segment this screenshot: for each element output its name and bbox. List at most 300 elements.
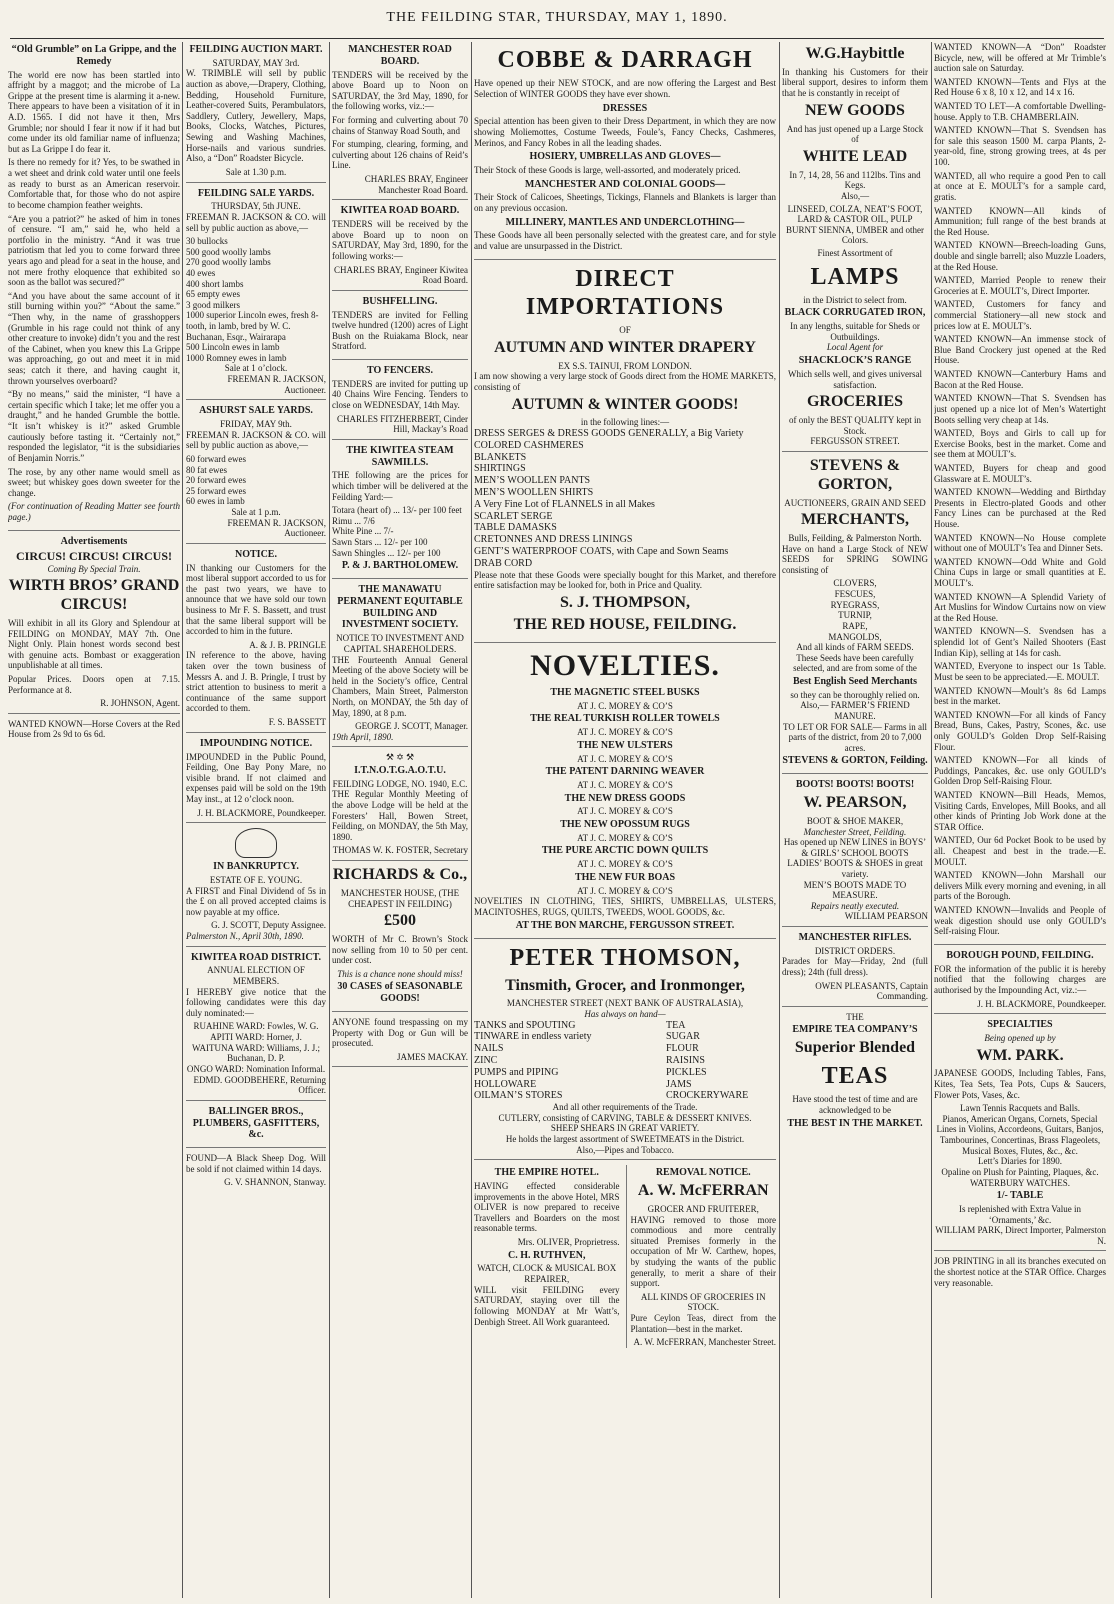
circus-agent: R. JOHNSON, Agent.: [100, 698, 180, 709]
park-line: Lawn Tennis Racquets and Balls.: [960, 1103, 1080, 1114]
spec-title: SPECIALTIES: [987, 1019, 1053, 1031]
pearson-body: Has opened up NEW LINES in BOYS’ & GIRLS’ SCHOOL BOOTS: [783, 837, 927, 858]
peter-trade: Tinsmith, Grocer, and Ironmonger,: [505, 976, 745, 994]
cobbe-intro: Have opened up their NEW STOCK, and are now offering the Largest and Best Selection of WINTER GOODS they have ever shown.: [474, 78, 776, 99]
richards-price: £500: [384, 912, 416, 930]
list-item: BLANKETS: [474, 451, 527, 463]
novelty-item: THE NEW ULSTERS AT J. C. MOREY & CO’S: [577, 739, 673, 764]
seeds-list: [782, 578, 928, 642]
kiwitea-title: KIWITEA ROAD DISTRICT.: [190, 951, 322, 963]
sg-body: Have on hand a Large Stock of NEW SEEDS for SPRING SOWING consisting of: [782, 543, 928, 575]
pearson-signature: WILLIAM PEARSON: [844, 911, 928, 922]
manawatu-society: [332, 584, 468, 747]
ballinger-ad: [186, 1106, 326, 1148]
removal-title: REMOVAL NOTICE.: [655, 1167, 751, 1179]
sg-note: These Seeds have been carefully selected, and are from some of the: [793, 652, 917, 674]
column-divider: [779, 42, 780, 1598]
agent-line: Local Agent for: [826, 342, 884, 353]
column-6: [934, 42, 1106, 1598]
wanted-ad: WANTED KNOWN—A Splendid Variety of Art Muslins for Window Curtains now on view at the Red House.: [934, 591, 1106, 623]
list-item: TABLE DAMASKS: [474, 522, 557, 534]
manawatu-title: THE MANAWATU PERMANENT EQUITABLE BUILDING AND INVESTMENT SOCIETY.: [337, 584, 463, 631]
mcferran-name: A. W. McFERRAN: [637, 1182, 769, 1200]
list-item: 500 good woolly lambs: [186, 246, 271, 257]
list-item: DRAB CORD: [474, 557, 533, 569]
list-item: 3 good milkers: [186, 299, 240, 310]
manawatu-body: THE Fourteenth Annual General Meeting of the above Society will be held in the Society’s office, Central Chambers, Main Street, Palmerston North, on MONDAY, the 5th day of May, 1890, at 8 p.m.: [332, 654, 468, 718]
haybittle-name: W.G.Haybittle: [805, 45, 905, 62]
kiwi-title: KIWITEA ROAD BOARD.: [340, 205, 460, 217]
bank-body: A FIRST and Final Dividend of 5s in the £ on all proved accepted claims is now payable at my office.: [186, 885, 326, 917]
ashurst-signature: FREEMAN R. JACKSON, Auctioneer.: [227, 517, 326, 539]
haybittle-body: In thanking his Customers for their liberal support, desires to inform them that he is constantly in receipt of: [782, 66, 928, 99]
haybittle-oils: LINSEED, COLZA, NEAT’S FOOT, LARD & CASTOR OIL, PULP BURNT SIENNA, UMBER and other Colors.: [785, 203, 925, 246]
trespass-signature: JAMES MACKAY.: [396, 1051, 468, 1062]
mcferran-ad: [626, 1165, 777, 1348]
list-item: DRESS SERGES & DRESS GOODS GENERALLY, a Big Variety: [474, 428, 744, 440]
kiwitea-signature: EDMD. GOODBEHERE, Returning Officer.: [193, 1074, 326, 1096]
sg-best: Best English Seed Merchants: [793, 675, 917, 687]
found-signature: G. V. SHANNON, Stanway.: [224, 1177, 326, 1188]
wanted-ad: WANTED, Everyone to inspect our 1s Table. Must be seen to be appreciated.—E. MOULT.: [934, 661, 1106, 682]
pearson-name: W. PEARSON,: [803, 794, 907, 812]
wanted-ad: WANTED TO LET—A comfortable Dwelling-house. Apply to T.B. CHAMBERLAIN.: [934, 101, 1106, 122]
list-item: Totara (heart of) ... 13/- per 100 feet: [332, 505, 462, 516]
list-item: JAMS: [666, 1078, 692, 1090]
peter-right-list: [666, 1020, 776, 1103]
kiwitea-sub: ANNUAL ELECTION OF MEMBERS.: [207, 965, 305, 987]
article-paragraph: “By no means,” said the minister, “I have a certain specific which I take; let me offer you a draught,” and he handed Grumble the bottle. “It isn’t whiskey is it?” asked Grumble cautiously before tasting it. “Certainly not,” responded the legislator, “it is the subsidiaries of Benjamin Norris.”: [8, 389, 180, 463]
empire-tea-ad: [782, 1012, 928, 1130]
tea-body: Have stood the test of time and are acknowledged to be: [792, 1094, 918, 1116]
novelty-item: THE PATENT DARNING WEAVER AT J. C. MOREY & CO’S: [545, 766, 705, 790]
wanted-ad: WANTED KNOWN—That S. Svendsen has just opened up a nice lot of Men’s Watertight Boots selling very cheap at 14s.: [934, 393, 1106, 425]
direct-ex: EX S.S. TAINUI, FROM LONDON.: [558, 360, 692, 371]
wanted-ad: WANTED, all who require a good Pen to call at once at E. MOULT’s for a sample card, gratis.: [934, 170, 1106, 202]
list-item: NAILS: [474, 1043, 504, 1055]
list-item: 40 ewes: [186, 267, 216, 278]
ashurst-ad: [186, 405, 326, 544]
direct-importations-ad: [474, 265, 776, 643]
list-item: CRETONNES AND DRESS LININGS: [474, 534, 633, 546]
list-item: White Pine ... 7/-: [332, 526, 394, 537]
list-item: CLOVERS,: [833, 578, 877, 589]
rifles-sub: DISTRICT ORDERS.: [814, 945, 896, 956]
grumble-article: [8, 44, 180, 531]
borough-pound-notice: [934, 950, 1106, 1014]
manawatu-signature: GEORGE J. SCOTT, Manager.: [355, 721, 468, 732]
park-name: WM. PARK.: [976, 1046, 1064, 1064]
cobbe-darragh-ad: [474, 46, 776, 260]
peter-pipes: Also,—Pipes and Tobacco.: [576, 1144, 674, 1155]
park-table-body: Is replenished with Extra Value in ‘Ornaments,’ &c.: [958, 1203, 1082, 1225]
dresses-heading: DRESSES: [602, 102, 648, 114]
circus-sub: Coming By Special Train.: [47, 563, 141, 574]
article-paragraph: The world ere now has been startled into affright by a maggot; and the microbe of La Grippe at the present time is alarming it a-new. There appears to have been a visitation of it in A.D. 1565. I did not have it then, Mrs Grumble; nor should I fear it now if it had but come under its old familiar name of influenza; but as La Grippe I do fear it.: [8, 69, 180, 154]
list-item: PUMPS and PIPING: [474, 1066, 559, 1078]
list-item: 20 forward ewes: [186, 475, 246, 486]
rifles-notice: [782, 932, 928, 1007]
impound-body: IMPOUNDED in the Public Pound, Feilding, One Bay Pony Mare, no visible brand. If not claimed and expenses paid will be sold on the 19th May inst., at 12 o’clock noon.: [186, 751, 326, 804]
bank-sub: ESTATE OF E. YOUNG.: [209, 874, 303, 885]
peter-cutlery: CUTLERY, consisting of CARVING, TABLE & DESSERT KNIVES.: [498, 1112, 752, 1123]
saw-price-list: [332, 505, 468, 558]
novelty-item: THE REAL TURKISH ROLLER TOWELS AT J. C. MOREY & CO’S: [530, 713, 720, 738]
list-item: SHIRTINGS: [474, 463, 526, 475]
list-item: RUAHINE WARD: Fowles, W. G.: [193, 1021, 319, 1032]
list-item: 25 forward ewes: [186, 485, 246, 496]
rifles-title: MANCHESTER RIFLES.: [798, 931, 912, 943]
bank-date: Palmerston N., April 30th, 1890.: [186, 931, 304, 941]
kiwi-signature: CHARLES BRAY, Engineer Kiwitea Road Board.: [334, 264, 468, 286]
novelty-item: THE NEW OPOSSUM RUGS AT J. C. MOREY & CO’S: [560, 818, 690, 843]
cottons-heading: MANCHESTER AND COLONIAL GOODS—: [524, 178, 726, 190]
groceries-heading: GROCERIES: [806, 393, 904, 411]
haybittle-street: FERGUSSON STREET.: [810, 436, 900, 447]
yards-intro: FREEMAN R. JACKSON & CO. will sell by public auction as above,—: [186, 211, 326, 233]
list-item: Rimu ... 7/6: [332, 515, 375, 526]
ruthven-body: WILL visit FEILDING every SATURDAY, staying over till the following MONDAY at Mr Watt’s, Denbigh Street. All Work guaranteed.: [474, 1284, 620, 1327]
kiwitea-road-board: [332, 205, 468, 290]
cobbe-title: COBBE & DARRAGH: [497, 47, 753, 73]
list-item: SCARLET SERGE: [474, 510, 553, 522]
wanted-ad: WANTED, Buyers for cheap and good Glassware at E. MOULT’s.: [934, 462, 1106, 484]
sg-manure: Also,— FARMER’S FRIEND MANURE.: [800, 700, 910, 721]
list-item: Sawn Stars ... 12/- per 100: [332, 537, 428, 548]
bank-signature: G. J. SCOTT, Deputy Assignee.: [211, 920, 326, 931]
manchester-road-board: [332, 44, 468, 200]
bankruptcy-notice: [186, 828, 326, 946]
wanted-ad: WANTED KNOWN—S. Svendsen has a splendid lot of Gent’s Nailed Shooters (East Indian Kip), selling at 14s for cash.: [934, 626, 1106, 658]
novelties-title: NOVELTIES.: [530, 648, 720, 682]
yards-list: [186, 236, 326, 363]
millinery-body: These Goods have all been personally selected with the greatest care, and for style and value are unsurpassed in the District.: [474, 230, 776, 251]
list-item: PICKLES: [666, 1066, 707, 1078]
lodge-sub: FEILDING LODGE, NO. 1940, E.C.: [332, 778, 468, 789]
park-specialties-ad: [934, 1019, 1106, 1251]
novelties-ad: [474, 648, 776, 940]
ads-header: Advertisements: [60, 535, 128, 547]
bank-title: IN BANKRUPTCY.: [213, 861, 299, 873]
wanted-ad: WANTED, Our 6d Pocket Book to be used by all. Cheapest and best in the trade.—E. MOULT.: [934, 835, 1106, 867]
mcferran-body: HAVING removed to those more commodious and more centrally situated Premises formerly in the occupation of Mr W. Carthew, hopes, by studying the wants of the public generally, to merit a share of their support.: [630, 1214, 776, 1289]
list-item: 1000 superior Lincoln ewes, fresh 8-tooth, in lamb, bred by W. C. Buchanan, Esqr., Wairarapa: [186, 310, 319, 342]
list-item: 80 fat ewes: [186, 464, 227, 475]
spec-sub: Being opened up by: [984, 1032, 1056, 1043]
wanted-ad: WANTED KNOWN—No House complete without one of MOULT’s Tea and Dinner Sets.: [934, 532, 1106, 554]
autumn-heading: AUTUMN & WINTER GOODS!: [511, 395, 739, 413]
pearson-ladies: LADIES’ BOOTS & SHOES in great variety.: [787, 858, 923, 879]
wanted-ad: WANTED, Boys and Girls to call up for Exercise Books, best in the market. Come and see them at MOULT’s.: [934, 428, 1106, 460]
richards-body: WORTH of Mr C. Brown’s Stock now selling from 10 to 50 per cent. under cost.: [332, 934, 468, 966]
kiwitea-district-notice: [186, 952, 326, 1101]
millinery-heading: MILLINERY, MANTLES AND UNDERCLOTHING—: [505, 216, 745, 228]
bottom-ads-row: [474, 1165, 776, 1348]
article-paragraph: The rose, by any other name would smell as sweet; but whiskey goes down sweeter for the change.: [8, 466, 180, 498]
haybittle-tins: In 7, 14, 28, 56 and 112lbs. Tins and Kegs.: [789, 169, 921, 191]
list-item: A Very Fine Lot of FLANNELS in all Makes: [474, 498, 655, 510]
peter-street: MANCHESTER STREET (NEXT BANK OF AUSTRALASIA),: [506, 998, 744, 1009]
ashurst-list: [186, 454, 326, 507]
novelty-item: THE NEW DRESS GOODS AT J. C. MOREY & CO’S: [564, 792, 686, 817]
thompson-name: S. J. THOMPSON,: [560, 593, 690, 611]
trespass-body: ANYONE found trespassing on my Property with Dog or Gun will be prosecuted.: [332, 1017, 468, 1049]
wanted-ad: WANTED KNOWN—That S. Svendsen has for sale this season 1500 M. carpa Plants, 2-year-old, fine, strong growing trees, at 4s per 100.: [934, 125, 1106, 168]
list-item: ZINC: [474, 1055, 498, 1066]
list-item: RAPE,: [842, 620, 868, 631]
saw-title: THE KIWITEA STEAM SAWMILLS.: [346, 444, 454, 468]
wards-list: [186, 1021, 326, 1074]
thompson-house: THE RED HOUSE, FEILDING.: [513, 615, 737, 633]
list-item: RYEGRASS,: [830, 599, 880, 610]
list-item: 30 bullocks: [186, 236, 228, 247]
list-item: 400 short lambs: [186, 278, 244, 289]
sale-yards-ad: [186, 188, 326, 401]
rifles-body: Parades for May—Friday, 2nd (full dress); 24th (full dress).: [782, 956, 928, 977]
column-divider: [471, 42, 472, 1598]
list-item: TANKS and SPOUTING: [474, 1019, 576, 1031]
park-table: 1/- TABLE: [996, 1190, 1044, 1202]
bon-marche: AT THE BON MARCHE, FERGUSSON STREET.: [515, 920, 735, 932]
road-signature: CHARLES BRAY, Engineer Manchester Road Board.: [364, 174, 468, 195]
mart-date: SATURDAY, MAY 3rd.: [212, 57, 300, 68]
groceries-post: of only the BEST QUALITY kept in Stock.: [789, 414, 921, 436]
wanted-ad: WANTED KNOWN—Breech-loading Guns, double and single barrell; also Muzzle Loaders, at the Red House.: [934, 240, 1106, 272]
mart-sale: Sale at 1.30 p.m.: [225, 166, 287, 177]
lamps-post: in the District to select from.: [803, 294, 907, 305]
peter-goods: [474, 1020, 776, 1103]
haybittle-open: And has just opened up a Large Stock of: [786, 123, 924, 145]
mart-body: W. TRIMBLE will sell by public auction as above,—Drapery, Clothing, Bedding, Household Furniture, Leather-covered Suits, Perambulators, Saddlery, Cutlery, Jewellery, Maps, Books, Clocks, Watches, Pictures, Sewing and Washing Machines, Horse-nails and various sundries. Also, a “Don” Roadster Bicycle.: [186, 68, 326, 164]
empire-title: THE EMPIRE HOTEL.: [494, 1167, 599, 1179]
job-printing-ad: JOB PRINTING in all its branches executed on the shortest notice at the STAR Office. Charges very reasonable.: [934, 1256, 1106, 1288]
lamps-heading: LAMPS: [810, 263, 900, 290]
mcferran-signature: A. W. McFERRAN, Manchester Street.: [633, 1337, 776, 1348]
road-body: TENDERS will be received by the above Board up to Noon on SATURDAY, the 3rd May, 1890, for the following works, viz.:—: [332, 69, 468, 112]
ashurst-intro: FREEMAN R. JACKSON & CO. will sell by public auction as above,—: [186, 429, 326, 451]
pearson-measure: MEN’S BOOTS MADE TO MEASURE.: [803, 879, 907, 901]
corrugated-iron: BLACK CORRUGATED IRON,: [784, 307, 926, 319]
sg-rely: so they can be thoroughly relied on.: [790, 689, 920, 700]
empire-signature: Mrs. OLIVER, Proprietress.: [517, 1237, 620, 1248]
tea-company: EMPIRE TEA COMPANY’S: [792, 1024, 918, 1036]
direct-title: DIRECT IMPORTATIONS: [525, 265, 725, 320]
ashurst-note: Sale at 1 p.m.: [231, 506, 281, 517]
column-divider: [931, 42, 932, 1598]
notice2-body: IN reference to the above, having taken over the town business of Messrs A. and J. B. Pringle, I trust by strict attention to business to merit a continuance of the same support accorded to them.: [186, 650, 326, 714]
haybittle-ad: [782, 45, 928, 452]
list-item: ONGO WARD: Nomination Informal.: [186, 1063, 326, 1074]
found-notice: FOUND—A Black Sheep Dog. Will be sold if not claimed within 14 days.: [186, 1153, 326, 1174]
pringle-notice: [186, 549, 326, 733]
peter-shears: SHEEP SHEARS IN GREAT VARIETY.: [550, 1123, 700, 1134]
borough-body: FOR the information of the public it is hereby notified that the following charges are authorised by the Impounding Act, viz.:—: [934, 963, 1106, 995]
column-3: [332, 42, 468, 1598]
list-item: TURNIP,: [838, 610, 872, 621]
hosiery-heading: HOSIERY, UMBRELLAS AND GLOVES—: [529, 151, 721, 163]
richards-name: RICHARDS & Co.,: [332, 866, 468, 884]
list-item: RAISINS: [666, 1055, 705, 1066]
dresses-body: Special attention has been given to their Dress Department, in which they are now showing Moliemottes, Costume Tweeds, Foule’s, Fancy Checks, Cashmeres, Merinos, and Fancy Robes in all the leading shades.: [474, 116, 776, 148]
article-paragraph: Is there no remedy for it? Yes, to be swathed in a wet sheet and drink cold water until one feels as ready to burst as an American reservoir. Comfortable that, for those who do not aspire to become champion feather weights.: [8, 157, 180, 210]
peter-thomson-ad: [474, 944, 776, 1160]
circus-line: CIRCUS! CIRCUS! CIRCUS!: [15, 549, 172, 564]
mcferran-tea: Pure Ceylon Teas, direct from the Plantation—best in the market.: [630, 1313, 776, 1334]
list-item: 500 Lincoln ewes in lamb: [186, 342, 280, 353]
wanted-ad: WANTED KNOWN—Moult’s 8s 6d Lamps best in the market.: [934, 685, 1106, 707]
yards-date: THURSDAY, 5th JUNE.: [211, 201, 301, 212]
circus-note: Popular Prices. Doors open at 7.15. Performance at 8.: [8, 673, 180, 695]
park-signature: WILLIAM PARK, Direct Importer, Palmerston N.: [935, 1225, 1106, 1246]
sg-farm: And all kinds of FARM SEEDS.: [796, 642, 914, 653]
list-item: Sawn Shingles ... 12/- per 100: [332, 547, 441, 558]
list-item: 60 forward ewes: [186, 453, 246, 464]
sg-role: AUCTIONEERS, GRAIN AND SEED: [784, 497, 926, 508]
list-item: WAITUNA WARD: Williams, J. J.; Buchanan, D. P.: [191, 1042, 321, 1064]
list-item: GENT’S WATERPROOF COATS, with Cape and Sown Seams: [474, 545, 729, 557]
peter-name: PETER THOMSON,: [509, 945, 741, 972]
column-1: [8, 42, 180, 1598]
lamps-pre: Finest Assortment of: [817, 247, 893, 258]
notice-signature: A. & J. B. PRINGLE: [249, 639, 326, 650]
yards-sale: Sale at 1 o’clock.: [224, 363, 288, 374]
circus-body: Will exhibit in all its Glory and Splendour at FEILDING on MONDAY, MAY 7th. One Night Only. Plain honest words second best with genuine acts. Bombast or exaggeration unpublishable at all times.: [8, 617, 180, 671]
lodge-signature: THOMAS W. K. FOSTER, Secretary: [332, 845, 468, 856]
sg-signature: STEVENS & GORTON, Feilding.: [782, 755, 928, 767]
wanted-ad: WANTED KNOWN—A “Don” Roadster Bicycle, new, will be offered at Mr Trimble’s auction sale on Saturday.: [934, 42, 1106, 74]
novelty-item: THE PURE ARCTIC DOWN QUILTS AT J. C. MOREY & CO’S: [541, 845, 709, 870]
bush-title: BUSHFELLING.: [362, 295, 438, 307]
wanted-ad: WANTED KNOWN—For all kinds of Puddings, Pancakes, &c. use only GOULD’s Golden Drop Self-Raising Flour.: [934, 755, 1106, 787]
peter-sweet: He holds the largest assortment of SWEETMEATS in the District.: [505, 1134, 745, 1145]
park-line: Opaline on Plush for Painting, Plaques, &c.: [941, 1166, 1099, 1177]
manawatu-date: 19th April, 1890.: [332, 731, 394, 742]
column-5: [782, 42, 928, 1598]
saw-body: THE following are the prices for which timber will be delivered at the Feilding Yard:—: [332, 470, 468, 502]
fencers-title: TO FENCERS.: [367, 364, 433, 376]
wanted-known-list: [934, 42, 1106, 945]
park-line: Lett’s Diaries for 1890.: [978, 1156, 1062, 1167]
kiwitea-body: I HEREBY give notice that the following candidates were this day duly nominated:—: [186, 986, 326, 1018]
list-item: 60 ewes in lamb: [186, 496, 245, 507]
novelty-item: THE MAGNETIC STEEL BUSKS AT J. C. MOREY & CO’S: [550, 686, 700, 711]
yards-signature: FREEMAN R. JACKSON, Auctioneer.: [227, 374, 326, 395]
bushfelling-ad: [332, 296, 468, 360]
saw-signature: P. & J. BARTHOLOMEW.: [341, 560, 459, 572]
ashurst-title: ASHURST SALE YARDS.: [199, 405, 313, 417]
goods-list: [474, 428, 776, 570]
direct-of: OF: [619, 325, 631, 336]
pearson-trade: BOOT & SHOE MAKER,: [806, 815, 904, 826]
pearson-street: Manchester Street, Feilding.: [803, 826, 907, 837]
ballinger-title: BALLINGER BROS., PLUMBERS, GASFITTERS, &c.: [192, 1105, 320, 1141]
pearson-ad: [782, 779, 928, 927]
sawmills-ad: [332, 445, 468, 579]
shacklock-range: SHACKLOCK’S RANGE: [798, 355, 912, 367]
article-paragraph: “And you have about the same account of it still burning within you?” “About the same.” “Then why, in the name of grasshoppers (Grumble in his rage could not think of any other creature to invoke) didn’t you and the rest of the Cabinet, when you knew this La Grippe was approaching, go out and meet it in mid seas; catch it there, and having caught it, thrown yourselves overboard?: [8, 290, 180, 386]
wanted-ad: WANTED KNOWN—Odd White and Gold China Cups in large or small quantities at E. MOULT’s.: [934, 556, 1106, 589]
trespass-notice: [332, 1017, 468, 1067]
manawatu-sub: NOTICE TO INVESTMENT AND CAPITAL SHAREHOLDERS.: [336, 633, 464, 654]
richards-cases: 30 CASES of SEASONABLE GOODS!: [337, 981, 463, 1005]
list-item: 270 good woolly lambs: [186, 257, 271, 268]
lodge-notice: [332, 752, 468, 861]
tea-the: THE: [846, 1011, 864, 1022]
road-item: For forming and culverting about 70 chains of Stanway Road South, and: [332, 115, 468, 136]
borough-title: BOROUGH POUND, FEILDING.: [946, 949, 1094, 961]
circus-name: WIRTH BROS’ GRAND CIRCUS!: [8, 577, 180, 614]
sg-let: TO LET OR FOR SALE— Farms in all parts of the district, from 20 to 7,000 acres.: [783, 721, 927, 753]
masthead: THE FEILDING STAR, THURSDAY, MAY 1, 1890.: [386, 10, 728, 25]
fencers-body: TENDERS are invited for putting up 40 Chains Wire Fencing. Tenders to close on WEDNESDAY, 14th May.: [332, 378, 468, 410]
tea-best: THE BEST IN THE MARKET.: [787, 1117, 923, 1129]
auction-mart-ad: [186, 44, 326, 183]
ashurst-date: FRIDAY, MAY 9th.: [220, 419, 292, 430]
empire-hotel-ad: [474, 1165, 620, 1348]
tea-superior: Superior Blended: [794, 1039, 916, 1057]
richards-sub: MANCHESTER HOUSE, (THE CHEAPEST IN FEILDING): [340, 887, 460, 909]
tea-teas: TEAS: [821, 1063, 889, 1090]
article-title: “Old Grumble” on La Grippe, and the Remedy: [11, 44, 177, 67]
wanted-horse-covers: WANTED KNOWN—Horse Covers at the Red House from 2s 9d to 6s 6d.: [8, 718, 180, 740]
haybittle-also: Also,—: [840, 190, 870, 201]
ruthven-name: C. H. RUTHVEN,: [507, 1249, 586, 1261]
mcferran-groceries: ALL KINDS OF GROCERIES IN STOCK.: [640, 1291, 766, 1313]
compass-square-icon: ⚒ ✡ ⚒: [385, 752, 415, 763]
impound-signature: J. H. BLACKMORE, Poundkeeper.: [197, 807, 326, 818]
lodge-body: THE Regular Monthly Meeting of the above Lodge will be held at the Foresters’ Hall, Bowen Street, Feilding, on MONDAY, the 5th May, 1890.: [332, 789, 468, 842]
yards-title: FEILDING SALE YARDS.: [197, 187, 315, 199]
direct-intro: I am now showing a very large stock of Goods direct from the HOME MARKETS, consisting of: [474, 371, 776, 392]
fencers-signature: CHARLES FITZHERBERT, Cinder Hill, Mackay’s Road: [336, 413, 468, 435]
list-item: SUGAR: [666, 1031, 700, 1043]
list-item: TINWARE in endless variety: [474, 1031, 592, 1043]
novelty-item: THE NEW FUR BOAS AT J. C. MOREY & CO’S: [574, 871, 676, 896]
list-item: OILMAN’S STORES: [474, 1090, 563, 1102]
list-item: FLOUR: [666, 1043, 699, 1055]
wanted-ad: WANTED, Married People to renew their Groceries at E. MOULT’s, Direct Importer.: [934, 275, 1106, 296]
road-title: MANCHESTER ROAD BOARD.: [348, 44, 452, 67]
cottons-body: Their Stock of Calicoes, Sheetings, Tickings, Flannels and Blankets is larger than on any previous occasion.: [474, 192, 776, 213]
list-item: 1000 Romney ewes in lamb: [186, 352, 287, 363]
column-2: [186, 42, 326, 1598]
list-item: HOLLOWARE: [474, 1078, 537, 1090]
list-item: TEA: [666, 1019, 686, 1031]
road-item: For stumping, clearing, forming, and culverting about 126 chains of Reid’s Line.: [332, 139, 468, 171]
list-item: APITI WARD: Horner, J.: [210, 1032, 302, 1043]
impound-title: IMPOUNDING NOTICE.: [199, 737, 313, 749]
empire-body: HAVING effected considerable improvements in the above Hotel, MRS OLIVER is now prepared to receive Travellers and Boarders on the most reasonable terms.: [474, 1181, 620, 1234]
list-item: MEN’S WOOLLEN PANTS: [474, 475, 591, 487]
fencers-ad: [332, 365, 468, 440]
notice-body: IN thanking our Customers for the most liberal support accorded to us for the past two years, we have to announce that we have sold our town business to Mr F. S. Bassett, and trust that the same liberal support will be accorded to him in the future.: [186, 562, 326, 637]
autumn-sub: in the following lines:—: [580, 417, 670, 428]
list-item: FESCUES,: [834, 589, 876, 600]
wanted-ad: WANTED, Customers for fancy and commercial Stationery—all new stock and prices low at E. MOULT’s.: [934, 299, 1106, 331]
rifles-signature: OWEN PLEASANTS, Captain Commanding.: [815, 980, 928, 1002]
list-item: CROCKERYWARE: [666, 1090, 749, 1102]
richards-note: This is a chance none should miss!: [337, 968, 463, 979]
notice-title: NOTICE.: [235, 548, 277, 560]
wanted-ad: WANTED KNOWN—Wedding and Birthday Presents in Electro-plated Goods and other Fancy Lines can be purchased at the Red House.: [934, 487, 1106, 529]
wanted-ad: WANTED KNOWN—Bill Heads, Memos, Visiting Cards, Envelopes, Mill Books, and all other kinds of Printing Job Work done at the STAR Office.: [934, 790, 1106, 832]
sg-places: Bulls, Feilding, & Palmerston North.: [788, 533, 922, 544]
kiwi-body: TENDERS will be received by the above Board up to noon on SATURDAY, May 3rd, 1890, for the following works:—: [332, 219, 468, 261]
column-divider: [329, 42, 330, 1598]
list-item: MANGOLDS,: [828, 631, 882, 642]
wanted-ad: WANTED KNOWN—All kinds of Ammunition; full range of the best brands at the Red House.: [934, 205, 1106, 237]
direct-note: Please note that these Goods were specially bought for this Market, and therefore entire satisfaction may be looked for, both in Price and Quality.: [474, 569, 776, 591]
